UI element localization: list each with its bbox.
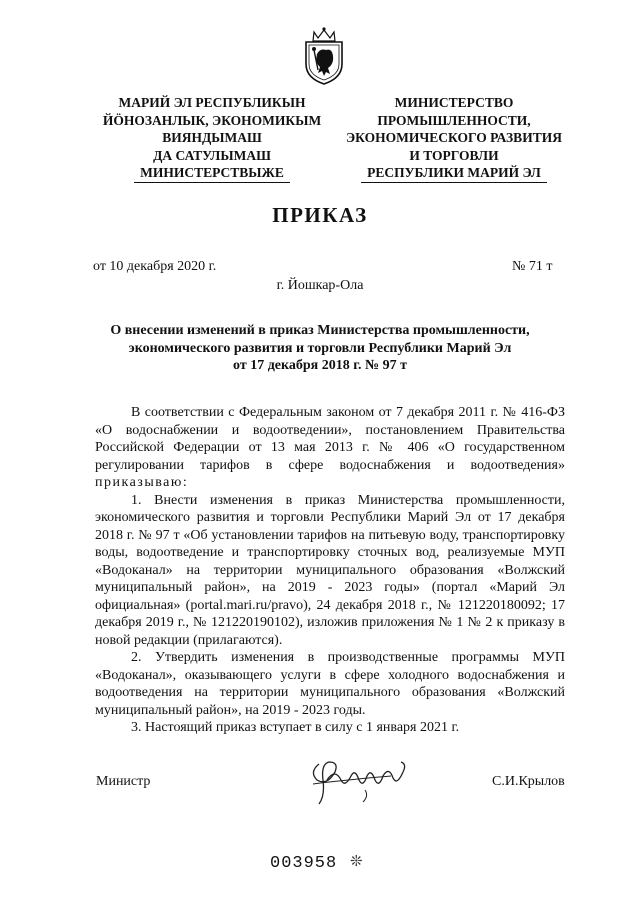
intro-paragraph: В соответствии с Федеральным законом от 7 декабря 2011 г. № 416-ФЗ «О водоснабжении и водоотведении», постановлением Правительства Российской Федерации от 13 мая 2013 г. № 406 «О государственном регулировании тарифов в сфере водоснабжения и водоотведения» приказываю:: [95, 405, 565, 490]
signatory-role: Министр: [96, 774, 151, 789]
coat-of-arms-icon: [300, 26, 348, 86]
document-number: № 71 т: [512, 259, 553, 274]
document-date: от 10 декабря 2020 г.: [93, 259, 217, 274]
order-item-1: 1. Внести изменения в приказ Министерства промышленности, экономического развития и торговли Республики Марий Эл от 17 декабря 2018 г. № 97 т «Об установлении тарифов на питьевую воду, транспортировку воды, водоотведение и транспортировку сточных вод, реализуемые МУП «Водоканал» на территории муниципального образования «Волжский муниципальный район», на 2019 - 2023 годы» (портал «Марий Эл официальная» (portal.mari.ru/pravo), 24 декабря 2018 г., № 121220180092; 17 декабря 2019 г., № 121220190102), изложив приложения № 1 № 2 к приказу в новой редакции (прилагаются).: [95, 492, 565, 648]
order-word: приказываю:: [95, 475, 189, 490]
order-item-3: 3. Настоящий приказ вступает в силу с 1 января 2021 г.: [131, 720, 460, 735]
document-body: [95, 404, 565, 737]
document-title: ПРИКАЗ: [272, 203, 368, 227]
header-left-marii: МАРИЙ ЭЛ РЕСПУБЛИКЫН ЙӦНОЗАНЛЫК, ЭКОНОМИКЫМ ВИЯНДЫМАШ ДА САТУЛЫМАШ МИНИСТЕРСТВЫЖЕ: [92, 94, 332, 183]
handwritten-signature: [305, 750, 415, 808]
document-city: г. Йошкар-Ола: [276, 278, 364, 293]
serial-number: 003958: [270, 854, 338, 873]
signatory-name: С.И.Крылов: [492, 774, 565, 789]
order-item-2: 2. Утвердить изменения в производственные программы МУП «Водоканал», оказывающего услуги в сфере холодного водоснабжения и водоотведения на территории муниципального образования «Волжский муниципальный район», на 2019 - 2023 годы.: [95, 650, 565, 718]
header-right-russian: МИНИСТЕРСТВО ПРОМЫШЛЕННОСТИ, ЭКОНОМИЧЕСКОГО РАЗВИТИЯ И ТОРГОВЛИ РЕСПУБЛИКИ МАРИЙ ЭЛ: [338, 94, 570, 183]
ornament-icon: ❊: [350, 854, 363, 870]
document-subject: О внесении изменений в приказ Министерства промышленности, экономического развития и торговли Республики Марий Эл от 17 декабря 2018 г. № 97 т: [110, 323, 530, 373]
